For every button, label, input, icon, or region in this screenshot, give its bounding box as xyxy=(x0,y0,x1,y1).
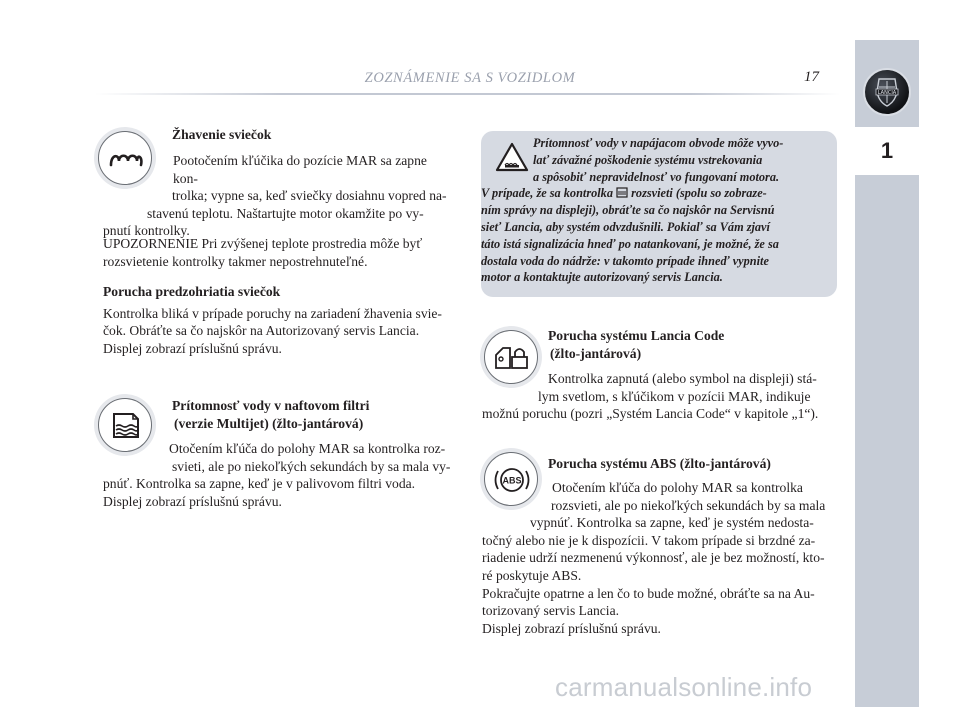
abs-line: vypnúť. Kontrolka sa zapne, keď je systém nedosta- xyxy=(530,515,814,531)
water-filter-line: pnúť. Kontrolka sa zapne, keď je v palivovom filtri voda. xyxy=(103,476,416,492)
abs-line: Displej zobrazí príslušnú správu. xyxy=(482,620,661,636)
warning-line: motor a kontaktujte autorizovaný servis Lancia. xyxy=(481,270,723,285)
abs-line: riadenie udrží nezmenenú výkonnosť, ale je bez možností, kto- xyxy=(482,550,825,566)
lancia-logo xyxy=(863,68,911,116)
warning-line: sieť Lancia, aby systém odvzdušnili. Pokiaľ sa Vám zjaví xyxy=(481,219,770,234)
warning-line: lať závažné poškodenie systému vstrekovania xyxy=(533,152,763,167)
warning-line: rozsvieti (spolu so zobraze- xyxy=(631,186,767,201)
page-number: 17 xyxy=(804,69,819,85)
chapter-tab[interactable] xyxy=(855,127,919,175)
glow-plug-warning: UPOZORNENIE Pri zvýšenej teplote prostredia môže byť xyxy=(103,236,423,251)
water-filter-line: Otočením kľúča do polohy MAR sa kontrolka roz- xyxy=(169,441,446,456)
glow-fault-line: Displej zobrazí príslušnú správu. xyxy=(103,340,282,356)
warning-line: a spôsobiť nepravidelnosť vo fungovaní motora. xyxy=(533,169,780,184)
glow-fault-line: Kontrolka bliká v prípade poruchy na zariadení žhavenia svie- xyxy=(103,305,442,321)
abs-line: torizovaný servis Lancia. xyxy=(482,603,620,619)
glow-fault-line: čok. Obráťte sa čo najskôr na Autorizovaný servis Lancia. xyxy=(103,323,420,339)
abs-line: ré poskytuje ABS. xyxy=(482,567,582,583)
running-header: ZOZNÁMENIE SA S VOZIDLOM xyxy=(364,70,576,86)
abs-line: Pokračujte opatrne a len čo to bude možné, obráťte sa na Au- xyxy=(482,585,815,601)
abs-line: rozsvieti, ale po niekoľkých sekundách by sa mala xyxy=(551,497,826,513)
abs-line: Otočením kľúča do polohy MAR sa kontrolka xyxy=(552,480,803,495)
lancia-code-line: Kontrolka zapnutá (alebo symbol na displeji) stá- xyxy=(548,371,817,386)
lancia-shield-icon xyxy=(865,70,909,114)
abs-heading: Porucha systému ABS (žlto-jantárová) xyxy=(548,456,771,471)
glow-plug-line: pnutí kontrolky. xyxy=(103,223,190,239)
lancia-code-line: možnú poruchu (pozri „Systém Lancia Code“ v kapitole „1“). xyxy=(482,406,819,422)
water-in-fuel-inline-icon xyxy=(616,187,628,198)
abs-line: točný alebo nie je k dispozícii. V takom prípade si brzdné za- xyxy=(482,532,816,548)
glow-plug-line: Pootočením kľúčika do pozície MAR sa zapne kon- xyxy=(173,153,427,186)
lancia-code-heading-sub: (žlto-jantárová) xyxy=(550,345,642,361)
water-filter-line: Displej zobrazí príslušnú správu. xyxy=(103,493,282,509)
glow-plug-line: stavenú teplotu. Naštartujte motor okamžite po vy- xyxy=(147,205,424,221)
warning-line: táto istá signalizácia hneď po natankovaní, je možné, že sa xyxy=(481,236,779,251)
glow-plug-heading: Žhavenie sviečok xyxy=(172,127,272,142)
chapter-number: 1 xyxy=(880,138,894,163)
lancia-code-line: lym svetlom, s kľúčikom v pozícii MAR, indikuje xyxy=(538,388,811,404)
glow-fault-heading: Porucha predzohriatia sviečok xyxy=(103,284,281,299)
header-rule xyxy=(95,93,840,95)
warning-line: dostala voda do nádrže: v takomto prípade ihneď vypnite xyxy=(481,253,769,268)
water-filter-line: svieti, ale po niekoľkých sekundách by sa mala vy- xyxy=(172,458,451,474)
warning-line: ním správy na displeji), obráťte sa čo najskôr na Servisnú xyxy=(481,203,775,218)
svg-text:LANCIA: LANCIA xyxy=(877,90,897,96)
lancia-code-heading: Porucha systému Lancia Code xyxy=(548,328,725,343)
warning-line: Prítomnosť vody v napájacom obvode môže vyvo- xyxy=(533,136,784,150)
glow-plug-warning: rozsvietenie kontrolky takmer nepostrehnuteľné. xyxy=(103,253,368,269)
water-filter-heading-sub: (verzie Multijet) (žlto-jantárová) xyxy=(174,415,364,431)
glow-plug-line: trolka; vypne sa, keď sviečky dosiahnu vopred na- xyxy=(172,188,447,204)
water-filter-heading: Prítomnosť vody v naftovom filtri xyxy=(172,398,370,413)
watermark: carmanualsonline.info xyxy=(555,672,813,702)
warning-line: V prípade, že sa kontrolka xyxy=(481,186,613,201)
abs-icon-label: ABS xyxy=(502,475,522,486)
